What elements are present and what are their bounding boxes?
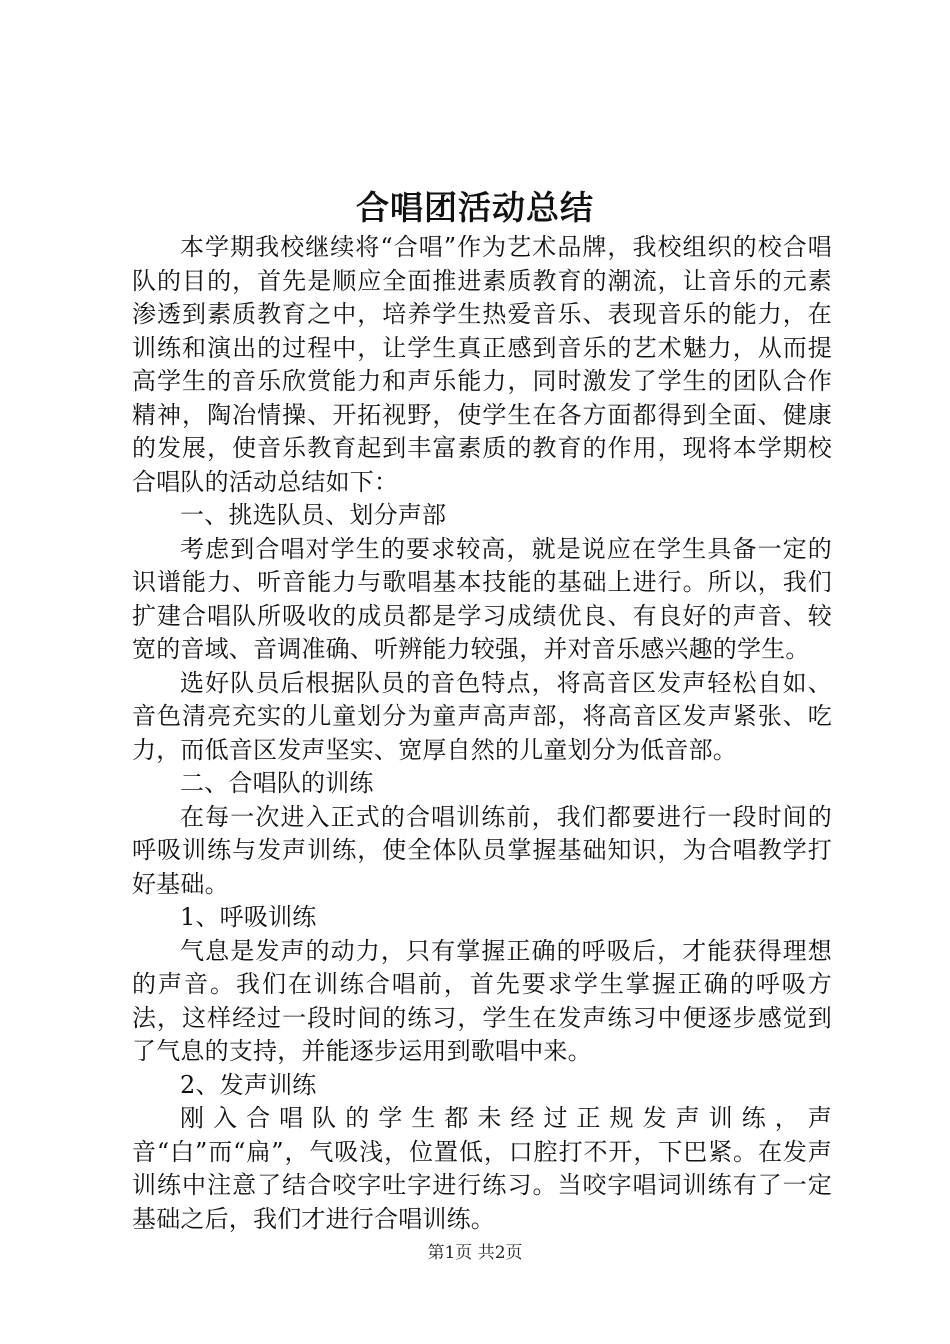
- document-title: 合唱团活动总结: [356, 188, 594, 227]
- paragraph: 选好队员后根据队员的音色特点，将高音区发声轻松自如、音色清亮充实的儿童划分为童声高声部，将高音区发声紧张、吃力，而低音区发声坚实、宽厚自然的儿童划分为低音部。: [132, 668, 832, 764]
- subsection-heading-vocalization: 2、发声训练: [180, 1070, 317, 1099]
- section-heading-1: 一、挑选队员、划分声部: [180, 501, 447, 529]
- paragraph: 考虑到合唱对学生的要求较高，就是说应在学生具备一定的识谱能力、听音能力与歌唱基本技能的基础上进行。所以，我们扩建合唱队所吸收的成员都是学习成绩优良、有良好的声音、较宽的音域、音调准确、听辨能力较强，并对音乐感兴趣的学生。: [132, 534, 832, 663]
- paragraph-intro: 本学期我校继续将“合唱”作为艺术品牌，我校组织的校合唱队的目的，首先是顺应全面推进素质教育的潮流，让音乐的元素渗透到素质教育之中，培养学生热爱音乐、表现音乐的能力，在训练和演出的过程中，让学生真正感到音乐的艺术魅力，从而提高学生的音乐欣赏能力和声乐能力，同时激发了学生的团队合作精神，陶冶情操、开拓视野，使学生在各方面都得到全面、健康的发展，使音乐教育起到丰富素质的教育的作用，现将本学期校合唱队的活动总结如下：: [132, 233, 832, 496]
- page-footer: 第1页 共2页: [427, 1243, 523, 1263]
- paragraph: 刚入合唱队的学生都未经过正规发声训练，声音“白”而“扁”，气吸浅，位置低，口腔打不开，下巴紧。在发声训练中注意了结合咬字吐字进行练习。当咬字唱词训练有了一定基础之后，我们才进行合唱训练。: [132, 1104, 832, 1233]
- paragraph: 在每一次进入正式的合唱训练前，我们都要进行一段时间的呼吸训练与发声训练，使全体队员掌握基础知识，为合唱教学打好基础。: [132, 802, 832, 898]
- paragraph: 气息是发声的动力，只有掌握正确的呼吸后，才能获得理想的声音。我们在训练合唱前，首先要求学生掌握正确的呼吸方法，这样经过一段时间的练习，学生在发声练习中便逐步感觉到了气息的支持，并能逐步运用到歌唱中来。: [132, 936, 832, 1065]
- document-body: [132, 231, 832, 1236]
- section-heading-2: 二、合唱队的训练: [180, 769, 374, 797]
- subsection-heading-breathing: 1、呼吸训练: [180, 903, 317, 931]
